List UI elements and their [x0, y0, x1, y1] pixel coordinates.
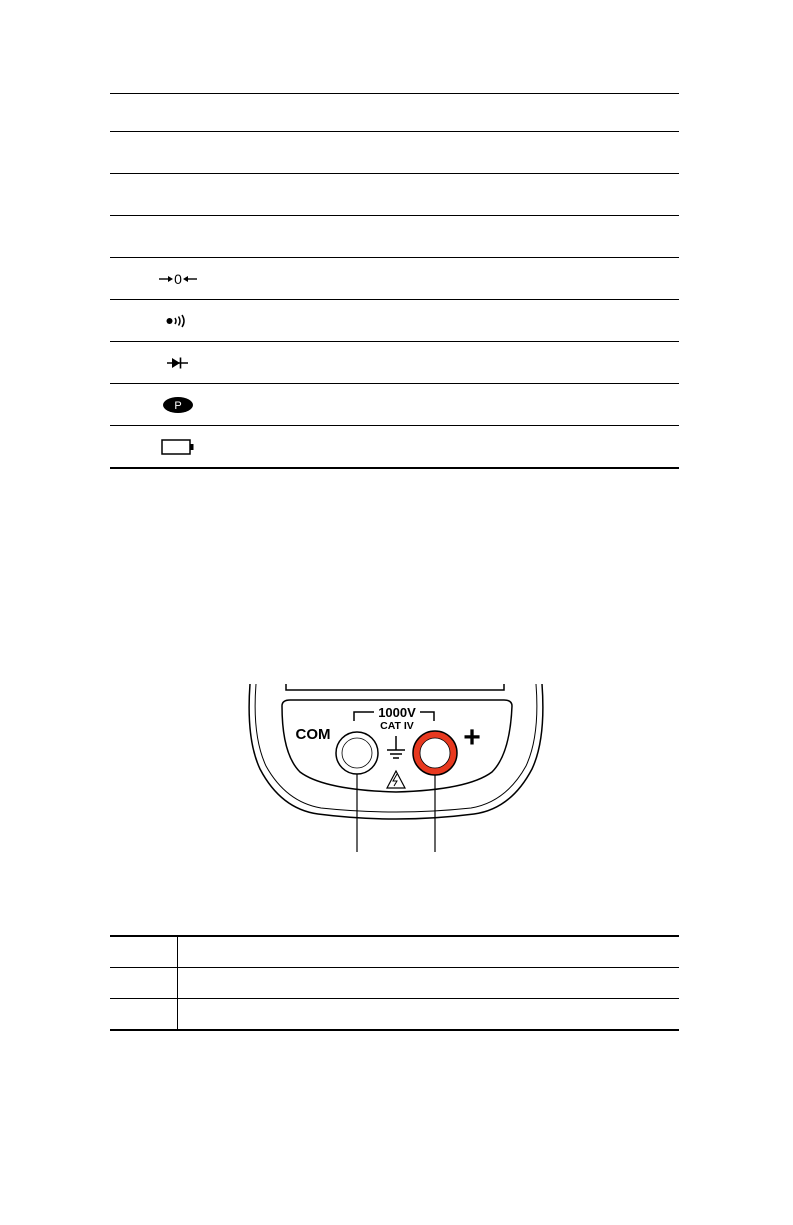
symbol-row-battery [110, 425, 679, 467]
symbol-table [110, 93, 679, 469]
column-divider [177, 937, 178, 967]
plus-label: + [463, 721, 481, 754]
symbol-row-continuity [110, 299, 679, 341]
com-label: COM [295, 726, 331, 743]
category-rating-label: CAT IV [380, 720, 414, 732]
column-divider [177, 999, 178, 1029]
input-terminals-figure [246, 684, 546, 854]
table-row [110, 937, 679, 967]
column-divider [177, 968, 178, 998]
peak-hold-icon [150, 384, 206, 425]
voltage-rating-label: 1000V [378, 705, 416, 720]
terminal-label-table [110, 935, 679, 1031]
symbol-row-peak-hold [110, 383, 679, 425]
symbol-row-diode [110, 341, 679, 383]
symbol-row [110, 94, 679, 131]
symbol-row [110, 131, 679, 173]
zero-relative-icon [150, 258, 206, 299]
zero-relative-glyph: 0 [174, 271, 182, 286]
diode-icon [150, 342, 206, 383]
continuity-beeper-icon [150, 300, 206, 341]
symbol-row-zero-relative [110, 257, 679, 299]
peak-hold-glyph: P [174, 399, 182, 412]
symbol-row [110, 215, 679, 257]
battery-icon [150, 426, 206, 467]
table-row [110, 998, 679, 1029]
table-row [110, 967, 679, 998]
symbol-row [110, 173, 679, 215]
